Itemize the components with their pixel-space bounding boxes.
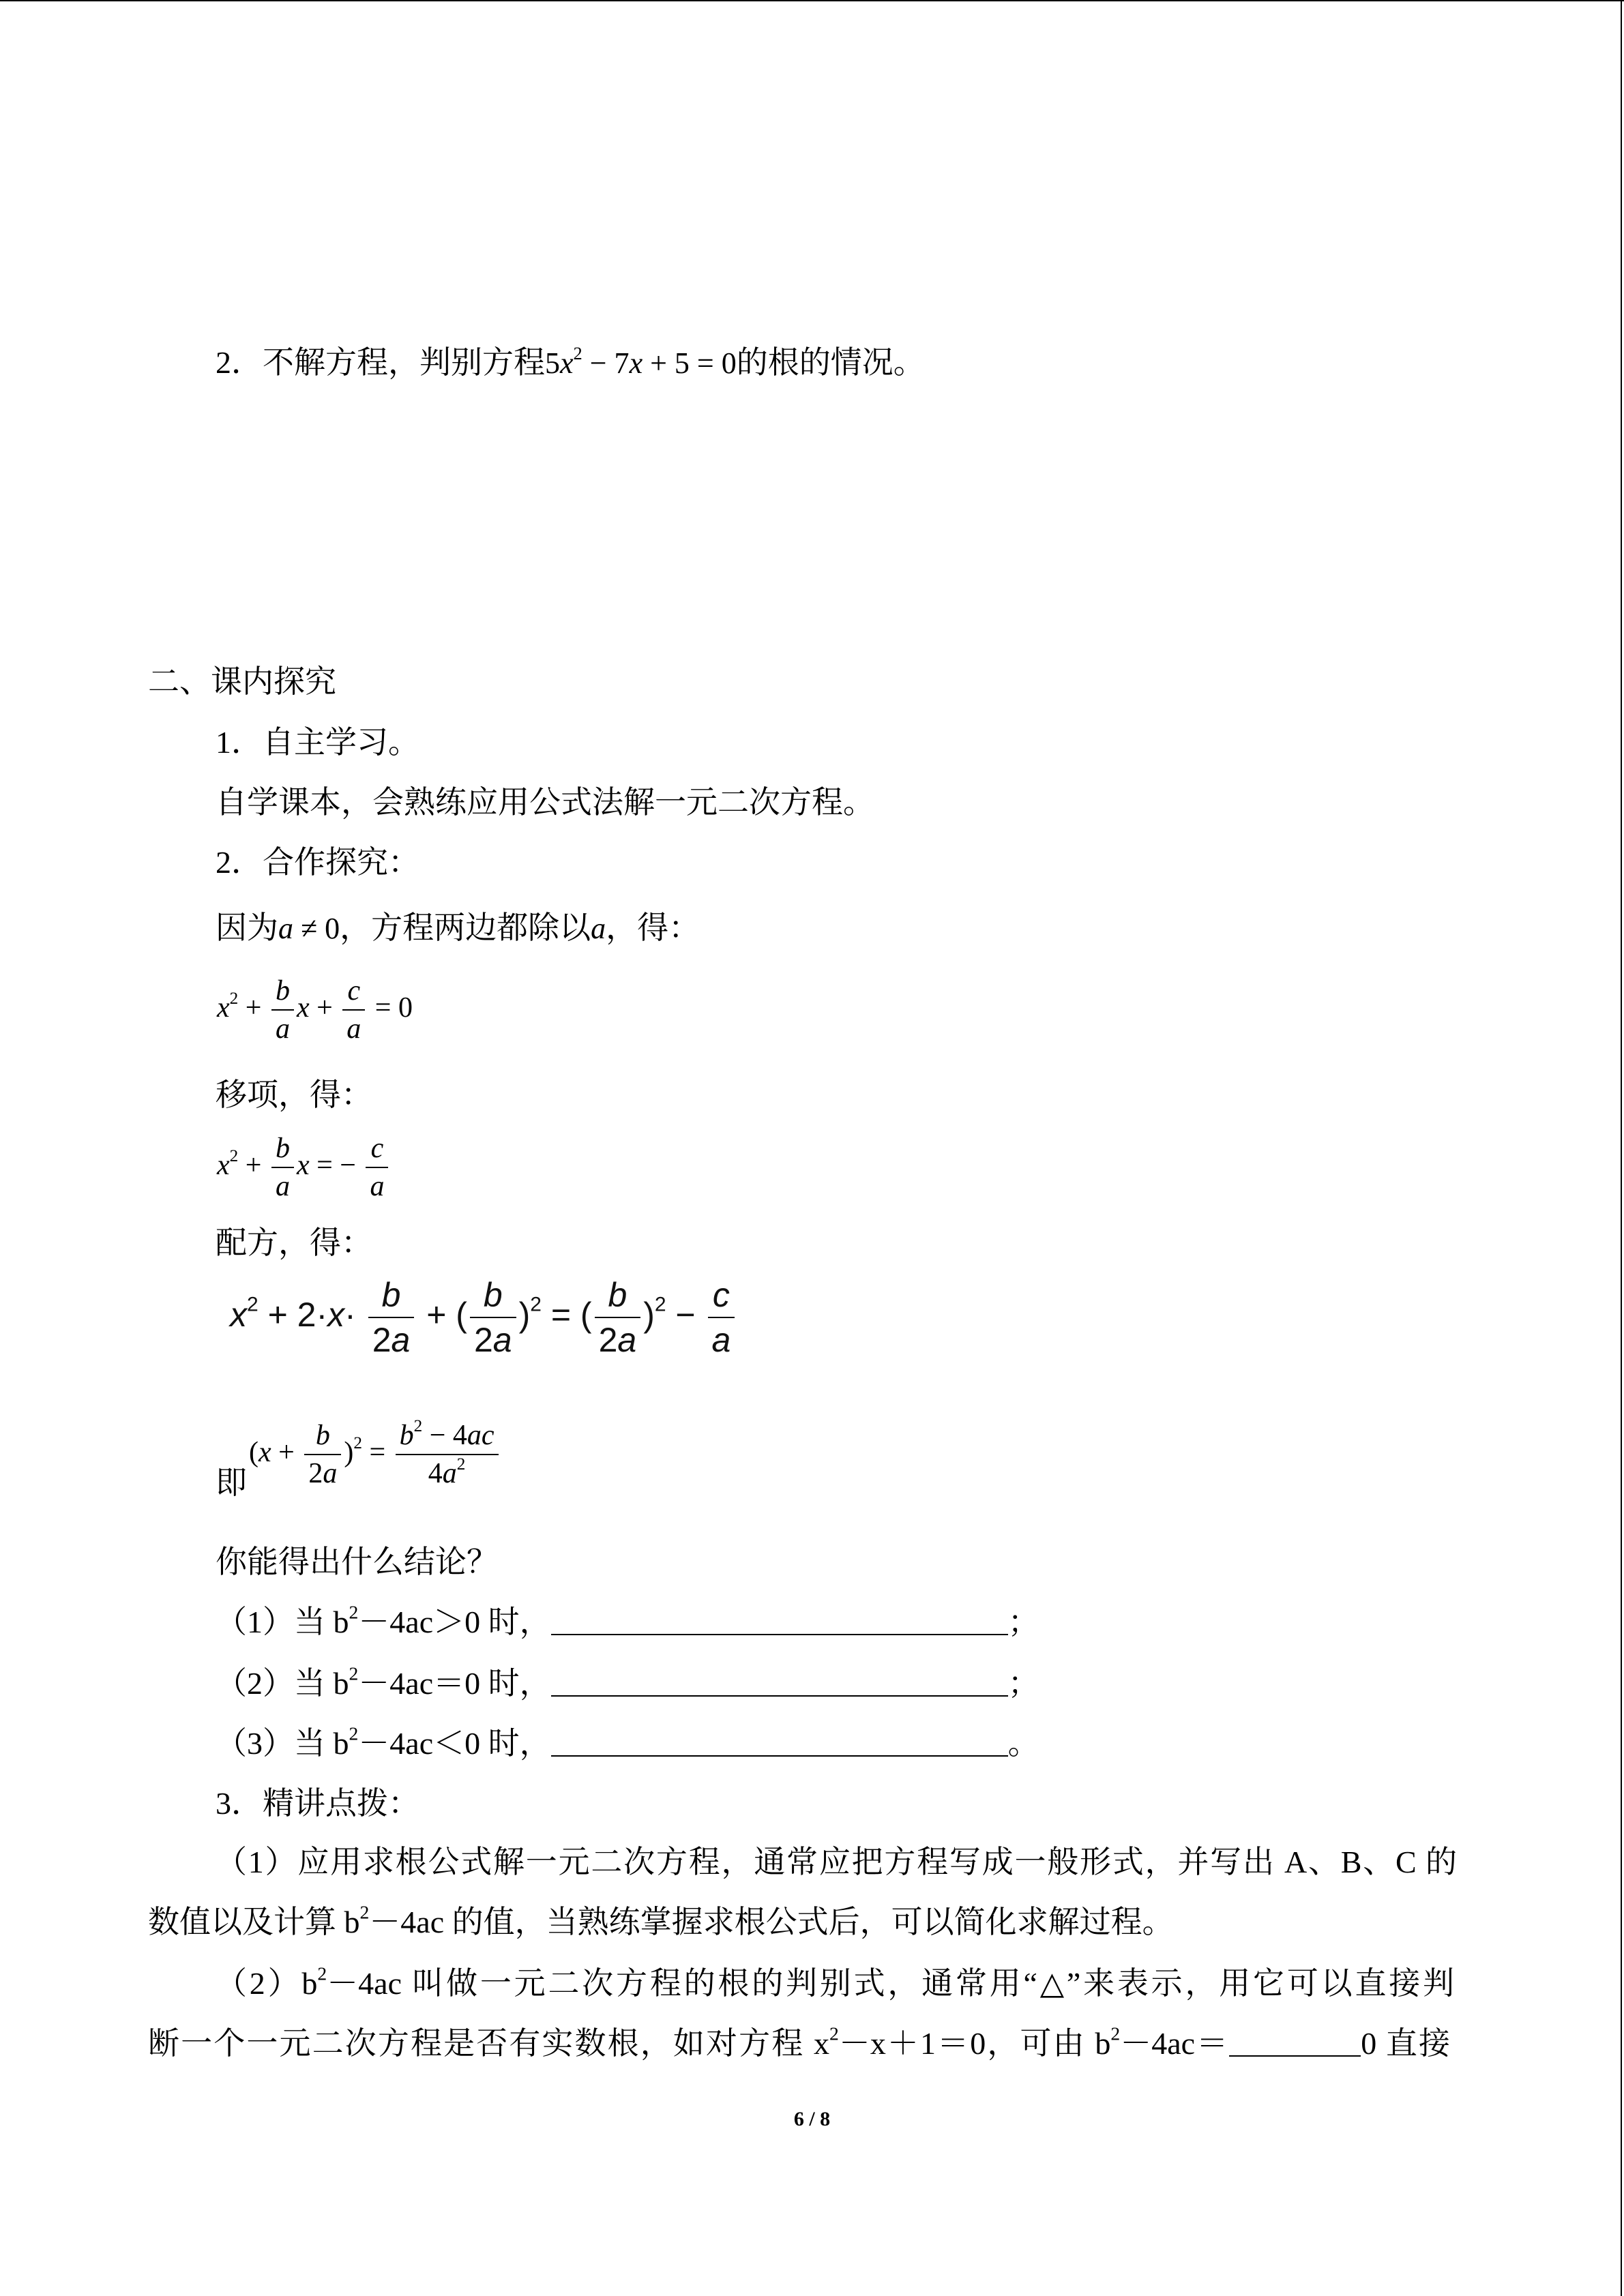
cooperation-title: 2．合作探究： xyxy=(216,845,419,880)
math-variable: b xyxy=(315,1419,330,1451)
math-variable: x xyxy=(259,1436,271,1468)
math-text: ) xyxy=(344,1436,354,1468)
math-variable: x xyxy=(217,992,230,1024)
fraction xyxy=(708,1274,735,1360)
math-variable: a xyxy=(323,1458,338,1489)
superscript: 2 xyxy=(654,1293,666,1316)
math-text: + 2· xyxy=(258,1296,328,1335)
math-variable: a xyxy=(442,1458,457,1489)
fraction-denominator xyxy=(366,1168,388,1204)
fraction xyxy=(342,974,365,1047)
math-text: －4ac 叫做一元二次方程的根的判别式，通常用“△”来表示，用它可以直接判 xyxy=(327,1966,1455,2001)
self-study-title: 1．自主学习。 xyxy=(216,725,419,760)
math-text: = xyxy=(361,1436,393,1468)
self-study-text: 自学课本，会熟练应用公式法解一元二次方程。 xyxy=(216,785,874,820)
math-text: －4ac＞0 时， xyxy=(358,1605,551,1639)
fraction xyxy=(396,1418,499,1491)
math-text: ( xyxy=(249,1436,259,1468)
fraction-denominator xyxy=(595,1318,641,1360)
math-variable: b xyxy=(399,1419,414,1451)
math-variable: b xyxy=(381,1276,401,1314)
math-variable: a xyxy=(346,1013,361,1045)
step-1-suffix: ，得： xyxy=(606,910,700,945)
paragraph-2-line-2-content xyxy=(148,2023,1230,2061)
question-2-prefix: 2．不解方程，判别方程 xyxy=(216,345,545,380)
fraction-numerator xyxy=(304,1418,341,1455)
superscript: 2 xyxy=(349,1723,359,1744)
math-text: = ( xyxy=(541,1296,592,1335)
math-text: 断一个一元二次方程是否有实数根，如对方程 x xyxy=(148,2026,830,2061)
math-text: = 0 xyxy=(368,992,413,1024)
fraction xyxy=(595,1274,641,1360)
conclusion-1-end: ； xyxy=(1007,1605,1039,1639)
paragraph-2-line-2-end: 0 直接 xyxy=(1361,2026,1451,2061)
step-3-label: 配方，得： xyxy=(216,1225,372,1260)
equation-4-content xyxy=(249,1418,501,1491)
step-1-prefix: 因为 xyxy=(216,910,278,945)
math-variable: a xyxy=(370,1171,385,1202)
math-variable: x xyxy=(327,1296,345,1335)
math-variable: x xyxy=(296,1149,310,1181)
page-border-top xyxy=(0,0,1624,1)
question-2-equation xyxy=(545,343,737,380)
math-variable: c xyxy=(370,1132,384,1164)
superscript: 2 xyxy=(530,1293,542,1316)
superscript: 2 xyxy=(349,1663,359,1684)
page-number: 6 / 8 xyxy=(793,2108,831,2130)
step-2-label: 移项，得： xyxy=(216,1077,372,1112)
superscript: 2 xyxy=(829,2023,839,2044)
fraction-denominator xyxy=(304,1455,341,1491)
math-variable: x xyxy=(217,1149,230,1181)
math-variable: b xyxy=(275,974,290,1007)
explanation-paragraph-2-line-1 xyxy=(216,1963,1454,2004)
math-variable: c xyxy=(347,974,361,1007)
superscript: 2 xyxy=(1110,2023,1121,2044)
math-text: = − xyxy=(309,1149,364,1181)
fraction-numerator xyxy=(595,1274,641,1318)
superscript: 2 xyxy=(229,989,239,1008)
math-text: －4ac＝ xyxy=(1120,2026,1230,2061)
math-variable: b xyxy=(608,1276,628,1314)
math-text: －4ac 的值，当熟练掌握求根公式后，可以简化求解过程。 xyxy=(369,1905,1174,1939)
math-text: （2）b xyxy=(216,1966,318,2001)
fraction-denominator xyxy=(368,1318,415,1360)
fraction xyxy=(271,974,294,1047)
math-text: ) xyxy=(643,1296,655,1335)
math-variable: b xyxy=(275,1132,290,1164)
math-variable: x xyxy=(296,992,310,1024)
math-variable: ac xyxy=(467,1419,494,1451)
conclusion-1-label xyxy=(216,1601,551,1639)
math-variable: c xyxy=(712,1276,730,1314)
math-text: 4 xyxy=(428,1458,443,1489)
conclusion-question: 你能得出什么结论？ xyxy=(216,1545,498,1579)
fraction-denominator xyxy=(271,1168,294,1204)
equation-1 xyxy=(217,972,413,1047)
math-text: + xyxy=(271,1436,302,1468)
superscript: 2 xyxy=(353,1433,362,1452)
answer-blank xyxy=(1229,2027,1361,2057)
math-text: ) xyxy=(518,1296,531,1335)
step-1-mid: ，方程两边都除以 xyxy=(340,910,591,945)
math-text: 2 xyxy=(308,1458,323,1489)
derivation-step-1 xyxy=(216,908,700,949)
math-text: ≠ 0 xyxy=(293,912,340,945)
fraction-denominator xyxy=(342,1011,365,1046)
conclusion-3-end: 。 xyxy=(1007,1726,1039,1761)
math-variable: a xyxy=(711,1321,731,1359)
math-text: －4ac＜0 时， xyxy=(358,1726,551,1761)
conclusion-3-label xyxy=(216,1723,551,1761)
equation-2-content xyxy=(217,1131,391,1204)
superscript: 2 xyxy=(359,1901,370,1923)
equation-4 xyxy=(249,1410,501,1499)
math-variable: x xyxy=(230,1296,247,1335)
page-border-right xyxy=(1621,0,1622,2296)
math-text: − 4 xyxy=(422,1419,467,1451)
math-text: 2 xyxy=(473,1321,493,1359)
paragraph-1-line-2-content xyxy=(148,1901,1174,1939)
math-text: + xyxy=(309,992,340,1024)
section-heading: 二、课内探究 xyxy=(148,664,336,699)
math-variable: a xyxy=(492,1321,512,1359)
math-variable: a xyxy=(391,1321,411,1359)
explanation-paragraph-2-line-2 xyxy=(148,2023,1450,2064)
explanation-paragraph-1-line-2 xyxy=(148,1902,1174,1943)
fraction-numerator xyxy=(470,1274,516,1318)
math-text: 2 xyxy=(372,1321,392,1359)
math-text: · xyxy=(344,1296,366,1335)
math-text: 2 xyxy=(598,1321,618,1359)
math-variable: a xyxy=(591,912,606,945)
math-text: − 7 xyxy=(582,346,630,380)
variable-a xyxy=(591,912,606,945)
math-text: －x＋1＝0，可由 b xyxy=(838,2026,1111,2061)
fraction-numerator xyxy=(708,1274,735,1318)
superscript: 2 xyxy=(573,343,582,364)
equation-3-content xyxy=(230,1274,737,1360)
equation-1-content xyxy=(217,974,413,1047)
question-2 xyxy=(216,342,925,383)
fraction xyxy=(366,1131,388,1204)
math-variable: x xyxy=(629,346,643,380)
conclusion-3 xyxy=(216,1723,1039,1764)
step-4-label: 即 xyxy=(216,1465,247,1500)
fraction-numerator xyxy=(396,1418,499,1455)
equation-2 xyxy=(217,1130,391,1205)
conclusion-2 xyxy=(216,1663,1039,1704)
fraction xyxy=(470,1274,516,1360)
math-text: + xyxy=(238,1149,269,1181)
math-variable: a xyxy=(275,1171,290,1202)
superscript: 2 xyxy=(456,1455,466,1474)
fraction-numerator xyxy=(342,974,365,1011)
superscript: 2 xyxy=(247,1293,259,1316)
conclusion-2-end: ； xyxy=(1007,1666,1039,1701)
conclusion-2-label xyxy=(216,1663,551,1701)
question-2-suffix: 的根的情况。 xyxy=(736,345,925,380)
equation-3 xyxy=(230,1273,737,1362)
math-text: + ( xyxy=(417,1296,467,1335)
math-text: + 5 = 0 xyxy=(643,346,737,380)
fraction xyxy=(271,1131,294,1204)
math-text: （1）当 b xyxy=(216,1605,349,1639)
fraction xyxy=(304,1418,341,1491)
fraction-numerator xyxy=(368,1274,415,1318)
math-text: + xyxy=(238,992,269,1024)
fraction-denominator xyxy=(470,1318,516,1360)
math-variable: x xyxy=(560,346,574,380)
fraction-numerator xyxy=(271,974,294,1011)
fraction-denominator xyxy=(708,1318,735,1360)
superscript: 2 xyxy=(317,1963,327,1984)
paragraph-2-line-1-content xyxy=(216,1963,1455,2001)
math-variable: a xyxy=(617,1321,637,1359)
superscript: 2 xyxy=(413,1416,423,1435)
fraction-numerator xyxy=(271,1131,294,1168)
answer-blank xyxy=(551,1727,1008,1757)
fraction-denominator xyxy=(396,1455,499,1491)
fraction-numerator xyxy=(366,1131,388,1168)
fraction-denominator xyxy=(271,1011,294,1046)
superscript: 2 xyxy=(229,1146,239,1165)
answer-blank xyxy=(551,1667,1008,1697)
condition-a-not-zero xyxy=(278,912,340,945)
math-text: 数值以及计算 b xyxy=(148,1905,360,1939)
math-variable: a xyxy=(278,912,293,945)
explanation-paragraph-1-line-1: （1）应用求根公式解一元二次方程，通常应把方程写成一般形式，并写出 A、B、C 的 xyxy=(216,1845,1457,1879)
math-variable: a xyxy=(275,1013,290,1045)
math-text: （3）当 b xyxy=(216,1726,349,1761)
math-text: （2）当 b xyxy=(216,1666,349,1701)
math-text: 5 xyxy=(545,346,560,380)
math-variable: b xyxy=(483,1276,503,1314)
answer-blank xyxy=(551,1606,1008,1635)
conclusion-1 xyxy=(216,1602,1039,1643)
math-text: －4ac＝0 时， xyxy=(358,1666,551,1701)
explanation-title: 3．精讲点拨： xyxy=(216,1786,419,1821)
math-text: − xyxy=(666,1296,705,1335)
superscript: 2 xyxy=(349,1601,359,1623)
fraction xyxy=(368,1274,415,1360)
